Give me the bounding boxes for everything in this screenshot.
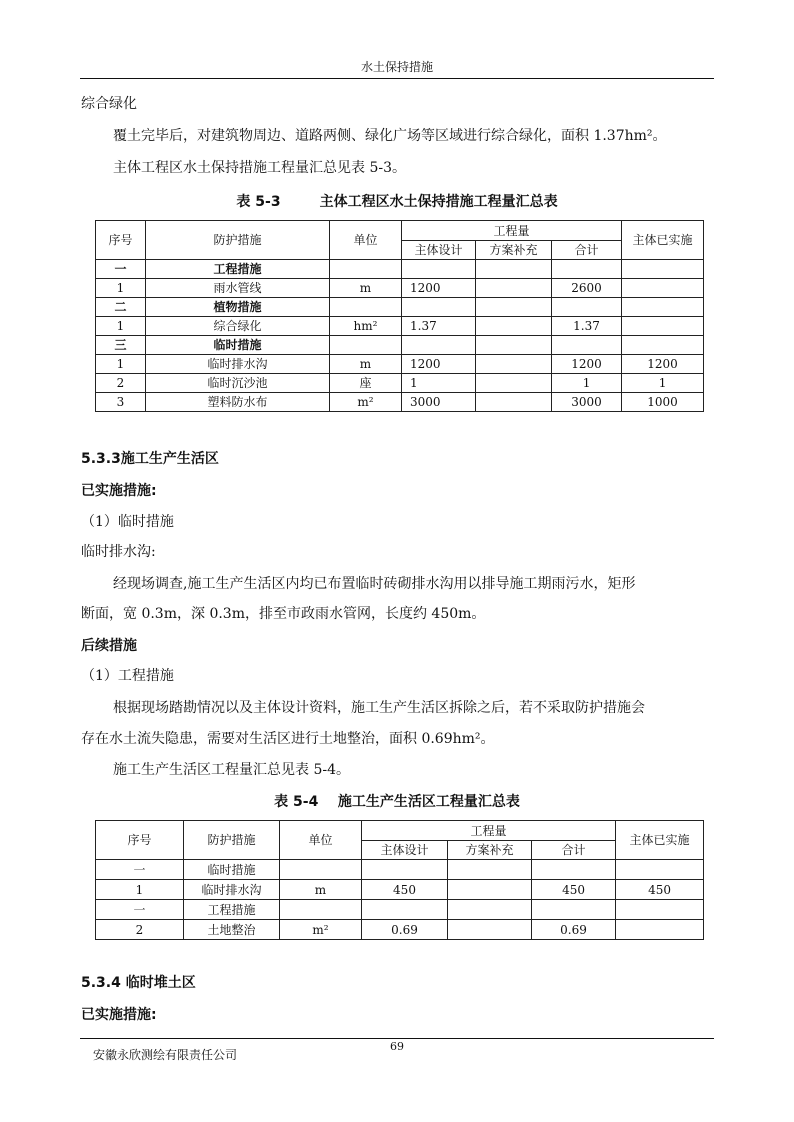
- cell-measure: 临时措施: [146, 336, 330, 355]
- cell-implemented: [616, 860, 704, 880]
- header-seq: 序号: [96, 221, 146, 260]
- quantity-table-construction-area: [95, 820, 704, 940]
- cell-implemented: [622, 317, 704, 336]
- list-item: （1）临时措施: [81, 514, 174, 530]
- cell-seq: 一: [96, 260, 146, 279]
- cell-total: [552, 336, 622, 355]
- cell-seq: 2: [96, 920, 184, 940]
- table-title: 施工生产生活区工程量汇总表: [337, 794, 520, 810]
- cell-seq: 一: [96, 860, 184, 880]
- cell-supplement: [476, 355, 552, 374]
- table-row: [96, 374, 704, 393]
- cell-implemented: 450: [616, 880, 704, 900]
- cell-seq: 二: [96, 298, 146, 317]
- sub-heading: 临时排水沟:: [81, 544, 156, 560]
- cell-design: 3000: [402, 393, 476, 412]
- section-heading-construction-area: 5.3.3施工生产生活区: [81, 451, 219, 467]
- paragraph: 覆土完毕后，对建筑物周边、道路两侧、绿化广场等区域进行综合绿化，面积 1.37hm²。: [113, 128, 667, 144]
- cell-measure: 工程措施: [184, 900, 280, 920]
- cell-measure: 综合绿化: [146, 317, 330, 336]
- cell-measure: 临时沉沙池: [146, 374, 330, 393]
- cell-supplement: [448, 860, 532, 880]
- cell-unit: m²: [280, 920, 362, 940]
- cell-seq: 2: [96, 374, 146, 393]
- paragraph: 主体工程区水土保持措施工程量汇总见表 5-3。: [113, 160, 406, 176]
- cell-measure: 土地整治: [184, 920, 280, 940]
- table-row: [96, 336, 704, 355]
- cell-supplement: [476, 374, 552, 393]
- cell-supplement: [448, 920, 532, 940]
- cell-design: [402, 336, 476, 355]
- cell-unit: [330, 336, 402, 355]
- cell-seq: 1: [96, 279, 146, 298]
- cell-design: 0.69: [362, 920, 448, 940]
- paragraph: 根据现场踏勘情况以及主体设计资料，施工生产生活区拆除之后，若不采取防护措施会: [113, 700, 645, 716]
- cell-implemented: [616, 900, 704, 920]
- cell-design: [362, 860, 448, 880]
- table-caption: [0, 191, 794, 211]
- cell-implemented: 1: [622, 374, 704, 393]
- page-header-title: 水土保持措施: [360, 60, 433, 74]
- header-implemented: 主体已实施: [622, 221, 704, 260]
- cell-total: 1200: [552, 355, 622, 374]
- table-caption: [0, 791, 794, 811]
- cell-seq: 1: [96, 880, 184, 900]
- cell-implemented: 1000: [622, 393, 704, 412]
- cell-supplement: [448, 900, 532, 920]
- section-heading-greening: 综合绿化: [81, 96, 137, 112]
- cell-supplement: [476, 336, 552, 355]
- cell-total: 0.69: [532, 920, 616, 940]
- quantity-table-main-works: [95, 220, 704, 412]
- cell-design: 1.37: [402, 317, 476, 336]
- cell-design: [402, 260, 476, 279]
- cell-design: [362, 900, 448, 920]
- cell-unit: 座: [330, 374, 402, 393]
- cell-total: 3000: [552, 393, 622, 412]
- header-measure: 防护措施: [184, 821, 280, 860]
- cell-total: [552, 260, 622, 279]
- cell-design: 1200: [402, 279, 476, 298]
- cell-total: 1.37: [552, 317, 622, 336]
- cell-measure: 植物措施: [146, 298, 330, 317]
- cell-unit: [280, 900, 362, 920]
- footer-company: 安徽永欣测绘有限责任公司: [93, 1048, 238, 1062]
- table-row: [96, 355, 704, 374]
- cell-seq: 1: [96, 317, 146, 336]
- cell-supplement: [476, 393, 552, 412]
- cell-unit: hm²: [330, 317, 402, 336]
- paragraph: 存在水土流失隐患，需要对生活区进行土地整治，面积 0.69hm²。: [81, 731, 495, 747]
- cell-supplement: [476, 279, 552, 298]
- header-seq: 序号: [96, 821, 184, 860]
- footer-rule: [80, 1038, 714, 1039]
- cell-seq: 三: [96, 336, 146, 355]
- header-unit: 单位: [330, 221, 402, 260]
- table-row: [96, 900, 704, 920]
- cell-unit: [330, 260, 402, 279]
- cell-design: [402, 298, 476, 317]
- header-quantity: 工程量: [362, 821, 616, 841]
- cell-total: 2600: [552, 279, 622, 298]
- table-row: [96, 298, 704, 317]
- cell-measure: 临时措施: [184, 860, 280, 880]
- cell-unit: m: [330, 355, 402, 374]
- paragraph: 经现场调查,施工生产生活区内均已布置临时砖砌排水沟用以排导施工期雨污水，矩形: [113, 576, 636, 592]
- cell-seq: 3: [96, 393, 146, 412]
- header-design: 主体设计: [402, 241, 476, 260]
- cell-implemented: [616, 920, 704, 940]
- table-row: [96, 260, 704, 279]
- cell-unit: m²: [330, 393, 402, 412]
- cell-measure: 雨水管线: [146, 279, 330, 298]
- cell-total: [532, 860, 616, 880]
- section-heading-temporary-soil: 5.3.4 临时堆土区: [81, 975, 196, 991]
- cell-seq: 一: [96, 900, 184, 920]
- header-measure: 防护措施: [146, 221, 330, 260]
- paragraph: 施工生产生活区工程量汇总见表 5-4。: [113, 762, 350, 778]
- followup-label: 后续措施: [81, 638, 137, 654]
- cell-unit: [330, 298, 402, 317]
- table-row: [96, 279, 704, 298]
- cell-total: [552, 298, 622, 317]
- table-number: 表 5-3: [236, 194, 281, 210]
- cell-total: 1: [552, 374, 622, 393]
- table-row: [96, 317, 704, 336]
- list-item: （1）工程措施: [81, 668, 174, 684]
- cell-supplement: [448, 880, 532, 900]
- cell-seq: 1: [96, 355, 146, 374]
- cell-total: [532, 900, 616, 920]
- implemented-label: 已实施措施:: [81, 1007, 157, 1023]
- cell-unit: m: [330, 279, 402, 298]
- implemented-label: 已实施措施:: [81, 483, 157, 499]
- cell-implemented: 1200: [622, 355, 704, 374]
- cell-implemented: [622, 298, 704, 317]
- paragraph: 断面，宽 0.3m，深 0.3m，排至市政雨水管网，长度约 450m。: [81, 606, 486, 622]
- cell-total: 450: [532, 880, 616, 900]
- cell-supplement: [476, 317, 552, 336]
- cell-implemented: [622, 279, 704, 298]
- header-total: 合计: [552, 241, 622, 260]
- page-number: 69: [390, 1040, 404, 1053]
- header-quantity: 工程量: [402, 221, 622, 241]
- table-title: 主体工程区水土保持措施工程量汇总表: [319, 194, 558, 210]
- cell-measure: 工程措施: [146, 260, 330, 279]
- table-number: 表 5-4: [274, 794, 319, 810]
- cell-measure: 临时排水沟: [146, 355, 330, 374]
- header-design: 主体设计: [362, 841, 448, 860]
- table-row: [96, 860, 704, 880]
- header-rule: [80, 78, 714, 79]
- header-supplement: 方案补充: [476, 241, 552, 260]
- cell-supplement: [476, 260, 552, 279]
- cell-design: 1200: [402, 355, 476, 374]
- header-implemented: 主体已实施: [616, 821, 704, 860]
- header-total: 合计: [532, 841, 616, 860]
- cell-implemented: [622, 336, 704, 355]
- cell-implemented: [622, 260, 704, 279]
- header-unit: 单位: [280, 821, 362, 860]
- cell-design: 450: [362, 880, 448, 900]
- header-supplement: 方案补充: [448, 841, 532, 860]
- cell-measure: 临时排水沟: [184, 880, 280, 900]
- cell-measure: 塑料防水布: [146, 393, 330, 412]
- table-row: [96, 880, 704, 900]
- cell-design: 1: [402, 374, 476, 393]
- cell-unit: [280, 860, 362, 880]
- table-row: [96, 920, 704, 940]
- table-row: [96, 393, 704, 412]
- cell-supplement: [476, 298, 552, 317]
- cell-unit: m: [280, 880, 362, 900]
